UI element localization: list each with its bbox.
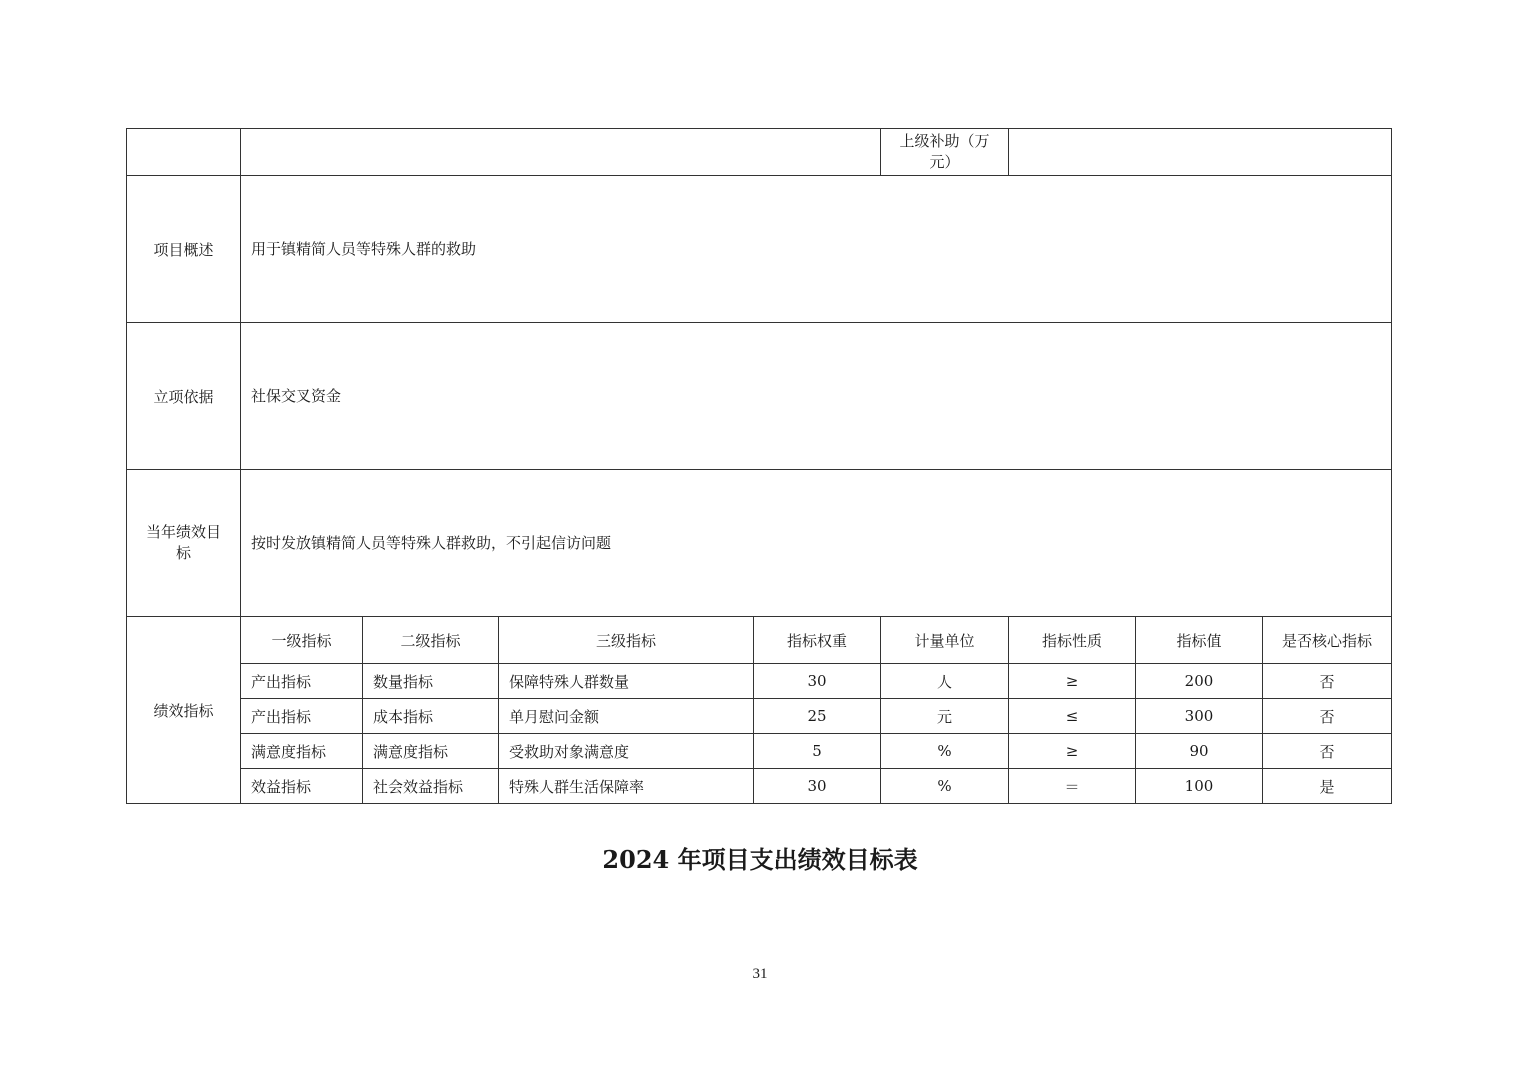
nature-cell: ≥	[1009, 734, 1136, 769]
page-title: 2024 年项目支出绩效目标表	[602, 845, 918, 874]
level2-cell: 社会效益指标	[363, 769, 499, 804]
table-row	[127, 769, 1392, 804]
overview-value: 用于镇精简人员等特殊人群的救助	[241, 176, 1392, 323]
nature-cell: ＝	[1009, 769, 1136, 804]
unit-cell: %	[881, 769, 1009, 804]
overview-row	[127, 176, 1392, 323]
level1-cell: 产出指标	[241, 664, 363, 699]
annual-goal-label	[127, 470, 241, 617]
subsidy-label-line1: 上级补助（万	[899, 132, 990, 150]
value-cell: 300	[1136, 699, 1263, 734]
indicators-label: 绩效指标	[127, 617, 241, 804]
unit-cell: 元	[881, 699, 1009, 734]
level2-cell: 成本指标	[363, 699, 499, 734]
level1-cell: 效益指标	[241, 769, 363, 804]
indicator-header-row	[127, 617, 1392, 664]
unit-cell: 人	[881, 664, 1009, 699]
subsidy-value-cell	[1009, 129, 1392, 176]
header-level2: 二级指标	[363, 617, 499, 664]
annual-goal-label-line2: 标	[175, 544, 191, 562]
value-cell: 90	[1136, 734, 1263, 769]
nature-cell: ≥	[1009, 664, 1136, 699]
overview-label: 项目概述	[127, 176, 241, 323]
page-number: 31	[752, 966, 768, 982]
level3-cell: 保障特殊人群数量	[499, 664, 754, 699]
table-row	[127, 699, 1392, 734]
level2-cell: 满意度指标	[363, 734, 499, 769]
subsidy-label-cell	[881, 129, 1009, 176]
annual-goal-label-line1: 当年绩效目	[145, 523, 221, 541]
basis-row	[127, 323, 1392, 470]
weight-cell: 25	[754, 699, 881, 734]
value-cell: 100	[1136, 769, 1263, 804]
performance-target-table	[126, 128, 1392, 804]
level1-cell: 产出指标	[241, 699, 363, 734]
core-cell: 否	[1263, 664, 1392, 699]
table-row	[127, 734, 1392, 769]
unit-cell: %	[881, 734, 1009, 769]
top-row-value-cell	[241, 129, 881, 176]
core-cell: 是	[1263, 769, 1392, 804]
value-cell: 200	[1136, 664, 1263, 699]
level3-cell: 单月慰问金额	[499, 699, 754, 734]
basis-label: 立项依据	[127, 323, 241, 470]
header-value: 指标值	[1136, 617, 1263, 664]
header-level1: 一级指标	[241, 617, 363, 664]
subsidy-label-line2: 元）	[929, 153, 960, 171]
header-unit: 计量单位	[881, 617, 1009, 664]
core-cell: 否	[1263, 699, 1392, 734]
annual-goal-value: 按时发放镇精简人员等特殊人群救助，不引起信访问题	[241, 470, 1392, 617]
level2-cell: 数量指标	[363, 664, 499, 699]
weight-cell: 30	[754, 664, 881, 699]
nature-cell: ≤	[1009, 699, 1136, 734]
level1-cell: 满意度指标	[241, 734, 363, 769]
level3-cell: 受救助对象满意度	[499, 734, 754, 769]
header-core: 是否核心指标	[1263, 617, 1392, 664]
level3-cell: 特殊人群生活保障率	[499, 769, 754, 804]
weight-cell: 5	[754, 734, 881, 769]
annual-goal-row	[127, 470, 1392, 617]
core-cell: 否	[1263, 734, 1392, 769]
header-level3: 三级指标	[499, 617, 754, 664]
header-nature: 指标性质	[1009, 617, 1136, 664]
table-row	[127, 664, 1392, 699]
basis-value: 社保交叉资金	[241, 323, 1392, 470]
top-row-label-cell	[127, 129, 241, 176]
weight-cell: 30	[754, 769, 881, 804]
header-weight: 指标权重	[754, 617, 881, 664]
subsidy-row	[127, 129, 1392, 176]
